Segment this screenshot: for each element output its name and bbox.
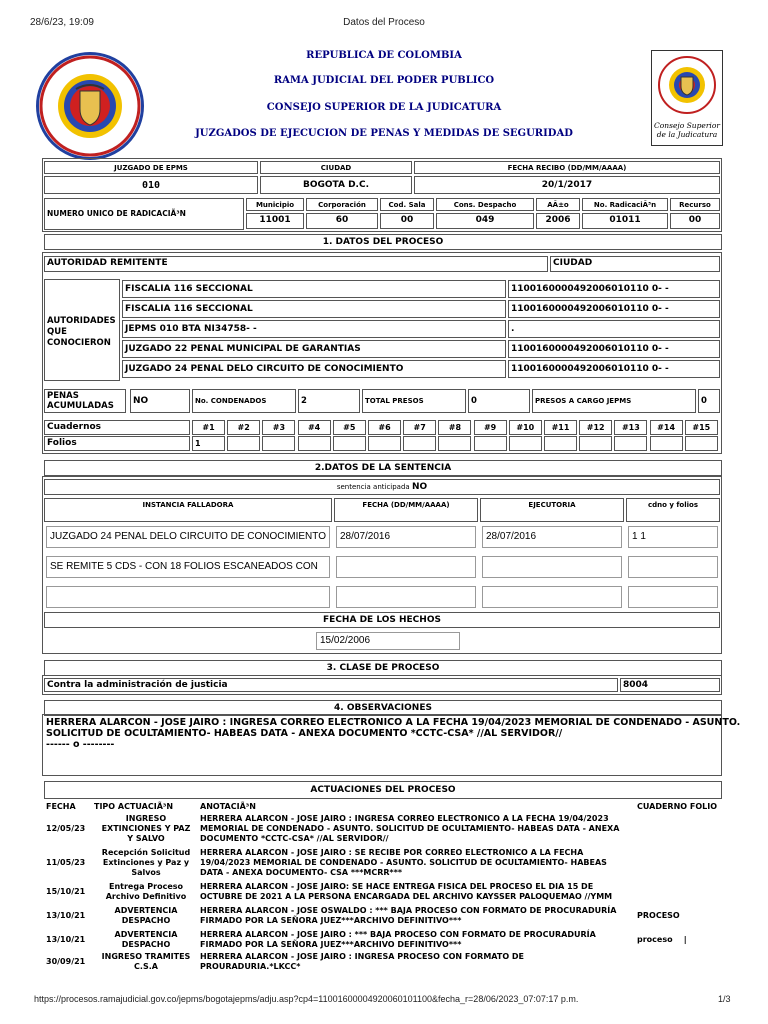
fecha-hechos-label: FECHA DE LOS HECHOS — [44, 612, 720, 628]
rad-val-recurso: 00 — [670, 213, 720, 229]
act-anotacion — [200, 814, 635, 844]
cuaderno-col: #6 — [368, 420, 401, 435]
sentencia-input[interactable]: 28/07/2016 — [336, 526, 476, 548]
folio-cell — [298, 436, 331, 451]
act-anotacion-line: PROURADURIA.*LKCC* — [200, 962, 301, 971]
sent-col-cdno: cdno y folios — [626, 498, 720, 522]
folio-cell — [227, 436, 260, 451]
folio-cell — [438, 436, 471, 451]
autoridad-name: JEPMS 010 BTA NI34758- - — [122, 320, 506, 338]
folio-cell: 1 — [192, 436, 225, 451]
sentencia-input[interactable]: JUZGADO 24 PENAL DELO CIRCUITO DE CONOCIMIENTO — [46, 526, 330, 548]
clase-proceso-code: 8004 — [620, 678, 720, 692]
act-anotacion-line: DATA - ANEXA DOCUMENTO- CSA ***MCRR*** — [200, 868, 403, 877]
autoridad-radicado: 1100160000492006010110 0- - — [508, 280, 720, 298]
observaciones-line-3: ------ o -------- — [46, 739, 115, 750]
section-2-title: 2.DATOS DE LA SENTENCIA — [44, 460, 722, 476]
section-4-title: 4. OBSERVACIONES — [44, 700, 722, 716]
seal-caption-2: de la Judicatura — [656, 130, 718, 139]
cuaderno-col: #13 — [614, 420, 647, 435]
act-cuaderno: PROCESO — [637, 911, 680, 920]
act-tipo-line: EXTINCIONES Y PAZ — [101, 824, 191, 833]
fecha-hechos-input[interactable]: 15/02/2006 — [316, 632, 460, 650]
autoridad-name: JUZGADO 22 PENAL MUNICIPAL DE GARANTIAS — [122, 340, 506, 358]
cuaderno-col: #10 — [509, 420, 542, 435]
act-anotacion-line: 19/04/2023 MEMORIAL DE CONDENADO - ASUNTO. SOLICITUD DE OCULTAMIENTO- HABEAS — [200, 858, 607, 867]
cuaderno-col: #2 — [227, 420, 260, 435]
cuaderno-col: #5 — [333, 420, 366, 435]
sent-col-fecha: FECHA (DD/MM/AAAA) — [334, 498, 478, 522]
folio-cell — [544, 436, 577, 451]
condenados-label: No. CONDENADOS — [192, 389, 296, 413]
ciudad-remitente-label: CIUDAD — [550, 256, 720, 272]
sentencia-input[interactable]: 28/07/2016 — [482, 526, 622, 548]
act-tipo — [94, 882, 198, 902]
act-header-tipo: TIPO ACTUACIÃ³N — [94, 802, 174, 811]
cuaderno-col: #8 — [438, 420, 471, 435]
act-fecha: 12/05/23 — [46, 824, 86, 833]
rad-val-sala: 00 — [380, 213, 434, 229]
cuaderno-col: #15 — [685, 420, 718, 435]
rad-col-municipio: Municipio — [246, 198, 304, 211]
act-anotacion — [200, 882, 635, 902]
section-3-title: 3. CLASE DE PROCESO — [44, 660, 722, 676]
autoridad-radicado: 1100160000492006010110 0- - — [508, 360, 720, 378]
cuaderno-col: #9 — [474, 420, 507, 435]
rad-col-corporacion: Corporación — [306, 198, 378, 211]
anticipada-label: sentencia anticipada — [336, 483, 410, 491]
autoridad-radicado: 1100160000492006010110 0- - — [508, 340, 720, 358]
act-fecha: 30/09/21 — [46, 957, 86, 966]
sentencia-input[interactable] — [628, 586, 718, 608]
act-tipo — [94, 906, 198, 926]
act-anotacion-line: OCTUBRE DE 2021 A LA PERSONA ENCARGADA DEL ARCHIVO KAYSSER PALOQUEMAO //YMM — [200, 892, 613, 901]
act-tipo-line: ADVERTENCIA — [114, 930, 178, 939]
act-tipo-line: Archivo Definitivo — [105, 892, 187, 901]
actuaciones-title: ACTUACIONES DEL PROCESO — [44, 781, 722, 799]
cuaderno-col: #4 — [298, 420, 331, 435]
folio-cell — [685, 436, 718, 451]
act-tipo-line: Recepción Solicitud — [101, 848, 191, 857]
act-tipo — [94, 814, 198, 844]
act-anotacion-line: MEMORIAL DE CONDENADO - ASUNTO. SOLICITUD DE OCULTAMIENTO- HABEAS DATA - ANEXA — [200, 824, 620, 833]
act-anotacion — [200, 952, 635, 972]
folio-cell — [333, 436, 366, 451]
print-datetime: 28/6/23, 19:09 — [30, 17, 94, 28]
autoridad-radicado: . — [508, 320, 720, 338]
act-anotacion-line: HERRERA ALARCON - JOSE JAIRO: SE HACE ENTREGA FISICA DEL PROCESO EL DIA 15 DE — [200, 882, 594, 891]
autoridad-name: FISCALIA 116 SECCIONAL — [122, 300, 506, 318]
cuadernos-label: Cuadernos — [44, 420, 190, 435]
fecha-recibo-value: 20/1/2017 — [414, 176, 720, 194]
penas-label: PENAS ACUMULADAS — [44, 389, 126, 413]
sent-col-ejecutoria: EJECUTORIA — [480, 498, 624, 522]
cuaderno-col: #12 — [579, 420, 612, 435]
clase-proceso-value: Contra la administración de justicia — [44, 678, 618, 692]
rad-val-ano: 2006 — [536, 213, 580, 229]
fecha-recibo-label: FECHA RECIBO (DD/MM/AAAA) — [414, 161, 720, 174]
act-tipo-line: Salvos — [131, 868, 161, 877]
act-anotacion-line: HERRERA ALARCON - JOSE OSWALDO : *** BAJA PROCESO CON FORMATO DE PROCURADURÍA — [200, 906, 617, 915]
presos-cargo-label: PRESOS A CARGO JEPMS — [532, 389, 696, 413]
act-anotacion-line: HERRERA ALARCON - JOSE JAIRO : INGRESA PROCESO CON FORMATO DE — [200, 952, 525, 961]
rad-col-despacho: Cons. Despacho — [436, 198, 534, 211]
act-tipo-line: DESPACHO — [121, 940, 171, 949]
juzgado-label: JUZGADO DE EPMS — [44, 161, 258, 174]
juzgado-value: 010 — [44, 176, 258, 194]
act-anotacion-line: HERRERA ALARCON - JOSE JAIRO : INGRESA CORREO ELECTRONICO A LA FECHA 19/04/2023 — [200, 814, 609, 823]
act-tipo-line: DESPACHO — [121, 916, 171, 925]
autoridades-label: AUTORIDADES QUE CONOCIERON — [44, 279, 120, 381]
sentencia-input[interactable]: 1 1 — [628, 526, 718, 548]
folio-cell — [368, 436, 401, 451]
act-header-cuaderno: CUADERNO FOLIO — [637, 802, 717, 811]
rad-val-municipio: 11001 — [246, 213, 304, 229]
sentencia-input[interactable] — [336, 586, 476, 608]
rad-col-ano: AÃ±o — [536, 198, 580, 211]
act-tipo — [94, 930, 198, 950]
footer-page: 1/3 — [718, 994, 731, 1004]
folio-cell — [579, 436, 612, 451]
radicacion-label: NUMERO UNICO DE RADICACIÃ³N — [44, 198, 244, 230]
act-anotacion-line: HERRERA ALARCON - JOSE JAIRO : SE RECIBE POR CORREO ELECTRONICO A LA FECHA — [200, 848, 584, 857]
autoridad-remitente-label: AUTORIDAD REMITENTE — [44, 256, 548, 272]
sentencia-input[interactable] — [628, 556, 718, 578]
total-presos-label: TOTAL PRESOS — [362, 389, 466, 413]
title-rama: RAMA JUDICIAL DEL PODER PUBLICO — [273, 75, 495, 86]
act-anotacion — [200, 906, 635, 926]
folio-cell — [614, 436, 647, 451]
act-tipo-line: C.S.A — [134, 962, 158, 971]
cuaderno-col: #7 — [403, 420, 436, 435]
title-consejo: CONSEJO SUPERIOR DE LA JUDICATURA — [266, 102, 502, 113]
rad-val-corporacion: 60 — [306, 213, 378, 229]
act-tipo-line: INGRESO — [125, 814, 167, 823]
act-tipo-line: Y SALVO — [127, 834, 165, 843]
folios-label: Folios — [44, 436, 190, 451]
ciudad-value: BOGOTA D.C. — [260, 176, 412, 194]
observaciones-line-2: SOLICITUD DE OCULTAMIENTO- HABEAS DATA - ANEXA DOCUMENTO *CCTC-CSA* //AL SERVIDOR// — [46, 728, 563, 739]
total-presos-value: 0 — [468, 389, 530, 413]
rad-col-sala: Cod. Sala — [380, 198, 434, 211]
rad-col-radicacion: No. RadicaciÃ³n — [582, 198, 668, 211]
folio-cell — [262, 436, 295, 451]
seal-caption-1: Consejo Superior — [654, 121, 720, 130]
act-fecha: 13/10/21 — [46, 911, 86, 920]
ciudad-label: CIUDAD — [260, 161, 412, 174]
sent-col-instancia: INSTANCIA FALLADORA — [44, 498, 332, 522]
anticipada-row — [44, 479, 720, 495]
act-tipo-line: Entrega Proceso — [109, 882, 183, 891]
act-tipo-line: INGRESO TRAMITES — [101, 952, 191, 961]
autoridad-radicado: 1100160000492006010110 0- - — [508, 300, 720, 318]
act-tipo-line: Extinciones y Paz y — [102, 858, 190, 867]
folio-cell — [474, 436, 507, 451]
sentencia-input[interactable] — [336, 556, 476, 578]
anticipada-value: NO — [411, 482, 428, 492]
act-anotacion-line: DOCUMENTO *CCTC-CSA* //AL SERVIDOR// — [200, 834, 389, 843]
autoridad-name: FISCALIA 116 SECCIONAL — [122, 280, 506, 298]
act-header-anotacion: ANOTACIÃ³N — [200, 802, 256, 811]
sentencia-input[interactable] — [482, 586, 622, 608]
folio-cell — [509, 436, 542, 451]
act-tipo — [94, 952, 198, 972]
penas-value: NO — [130, 389, 190, 413]
act-anotacion-line: FIRMADO POR LA SEÑORA JUEZ***ARCHIVO DEFINITIVO*** — [200, 916, 462, 925]
rad-val-radicacion: 01011 — [582, 213, 668, 229]
section-1-title: 1. DATOS DEL PROCESO — [44, 234, 722, 250]
rad-val-despacho: 049 — [436, 213, 534, 229]
footer-url[interactable]: https://procesos.ramajudicial.gov.co/jepms/bogotajepms/adju.asp?cp4=11001600004920060101100&fecha_r=28/06/2023_07:07:17 p.m. — [34, 994, 579, 1004]
act-tipo — [94, 848, 198, 878]
act-anotacion-line: HERRERA ALARCON - JOSE JAIRO : *** BAJA PROCESO CON FORMATO DE PROCURADURÍA — [200, 930, 596, 939]
cuaderno-col: #1 — [192, 420, 225, 435]
observaciones-line-1: HERRERA ALARCON - JOSE JAIRO : INGRESA CORREO ELECTRONICO A LA FECHA 19/04/2023 MEMORIAL DE CONDENADO - ASUNTO. — [46, 717, 741, 728]
sentencia-input[interactable] — [46, 586, 330, 608]
act-cuaderno: proceso | — [637, 935, 687, 944]
cuaderno-col: #11 — [544, 420, 577, 435]
act-fecha: 15/10/21 — [46, 887, 86, 896]
act-anotacion — [200, 848, 635, 878]
cuaderno-col: #3 — [262, 420, 295, 435]
folio-cell — [403, 436, 436, 451]
sentencia-input[interactable] — [482, 556, 622, 578]
act-tipo-line: ADVERTENCIA — [114, 906, 178, 915]
act-anotacion — [200, 930, 635, 950]
rad-col-recurso: Recurso — [670, 198, 720, 211]
act-fecha: 13/10/21 — [46, 935, 86, 944]
act-fecha: 11/05/23 — [46, 858, 86, 867]
title-republica: REPUBLICA DE COLOMBIA — [306, 50, 462, 61]
title-juzgados: JUZGADOS DE EJECUCION DE PENAS Y MEDIDAS DE SEGURIDAD — [195, 128, 573, 139]
condenados-value: 2 — [298, 389, 360, 413]
cuaderno-col: #14 — [650, 420, 683, 435]
presos-cargo-value: 0 — [698, 389, 720, 413]
sentencia-input[interactable]: SE REMITE 5 CDS - CON 18 FOLIOS ESCANEADOS CON — [46, 556, 330, 578]
print-title: Datos del Proceso — [343, 17, 425, 28]
act-header-fecha: FECHA — [46, 802, 76, 811]
folio-cell — [650, 436, 683, 451]
act-anotacion-line: FIRMADO POR LA SEÑORA JUEZ***ARCHIVO DEFINITIVO*** — [200, 940, 462, 949]
autoridad-name: JUZGADO 24 PENAL DELO CIRCUITO DE CONOCIMIENTO — [122, 360, 506, 378]
